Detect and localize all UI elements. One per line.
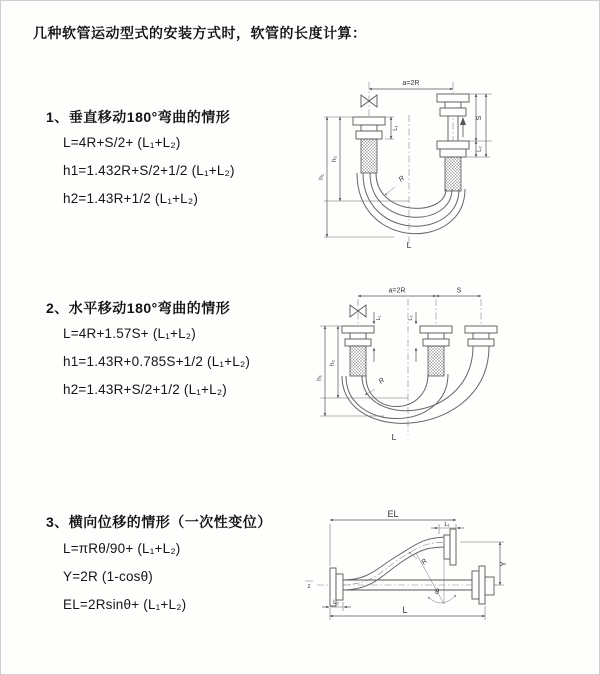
hose-displaced-position [343,537,450,590]
section-2-formula-h1: h1=1.43R+0.785S+1/2 (L₁+L₂) [63,354,251,369]
flange-fitting-upper [444,529,456,565]
flange-fitting-right-bottom [437,141,469,157]
length-label: L [391,432,397,442]
radius-label: R [377,376,387,386]
dim-label-l1: L₁ [444,522,450,528]
length-label: L [406,240,412,250]
section-3-formula-l: L=πRθ/90+ (L₁+L₂) [63,541,181,556]
angle-label: θ [435,589,439,596]
dimension-s-right [466,94,492,157]
section-1-heading: 1、垂直移动180°弯曲的情形 [46,109,231,125]
braided-hose-left [361,139,377,173]
length-label: L [402,605,408,615]
dimension-l1-upper [431,522,464,528]
dimension-s [436,288,481,297]
centerlines [317,542,497,585]
flange-fitting-right-top [437,94,469,141]
dimension-a2r [369,80,453,89]
dim-label-l2: L₂ [408,315,414,321]
flange-fitting-right [465,326,497,346]
dim-label-h2: h₂ [331,155,338,163]
dimension-l2-fitting [408,312,416,362]
braided-hose-left [350,346,366,376]
diagram-lateral-displacement [299,504,599,652]
dim-label-h1: h₁ [318,174,325,180]
flange-fitting-left [342,326,374,346]
flange-fitting-middle [420,326,452,346]
dim-label-l2: L₂ [333,600,339,606]
dim-label-a2r: a=2R [388,287,406,295]
flange-fitting-left [353,117,385,139]
radius-callout [409,552,429,566]
radius-callout [385,175,406,195]
radius-label: R [420,557,429,567]
dim-label-l1-left: L₁ [393,125,399,131]
section-2-formula-h2: h2=1.43R+S/2+1/2 (L₁+L₂) [63,382,227,397]
flange-fitting-right [472,566,494,604]
section-1-formula-l: L=4R+S/2+ (L₁+L₂) [63,135,181,150]
angle-theta [428,589,456,603]
dimension-l1-left [385,117,399,139]
diagram-vertical-180-bend [304,65,566,261]
dimension-l2-left [322,600,351,611]
radius-callout [365,377,386,395]
page-title: 几种软管运动型式的安装方式时，软管的长度计算： [33,25,367,41]
section-3-heading: 3、横向位移的情形（一次性变位） [46,514,272,530]
datum-mark [305,581,313,590]
dim-label-h1: h₁ [316,375,323,381]
dim-label-l1: L₁ [376,315,382,321]
braided-hose-right [445,157,461,191]
radius-label: R [397,174,407,184]
dim-label-l2-right: L₂ [477,146,483,152]
dim-label-y: Y [499,561,508,567]
section-3-formula-el: EL=2Rsinθ+ (L₁+L₂) [63,597,187,612]
dim-label-el: EL [387,509,399,519]
svg-text:z: z [307,584,311,590]
section-1-formula-h1: h1=1.432R+S/2+1/2 (L₁+L₂) [63,163,235,178]
radius-construction-lines [416,534,444,604]
movement-arrow-up [460,117,466,137]
dim-label-s: S [476,115,483,121]
dim-label-a2r: a=2R [402,80,420,87]
section-2-formula-l: L=4R+1.57S+ (L₁+L₂) [63,326,196,341]
dimension-l1-fitting [374,312,382,362]
braided-hose-middle [428,346,444,376]
section-3-formula-y: Y=2R (1-cosθ) [63,569,154,584]
dimension-l [330,605,485,620]
section-2-heading: 2、水平移动180°弯曲的情形 [46,300,231,316]
dim-label-s: S [456,287,462,295]
dimension-a2r [358,288,436,297]
section-1-formula-h2: h2=1.43R+1/2 (L₁+L₂) [63,191,199,206]
dim-label-h2: h₂ [329,359,336,367]
diagram-horizontal-180-bend [304,283,572,453]
